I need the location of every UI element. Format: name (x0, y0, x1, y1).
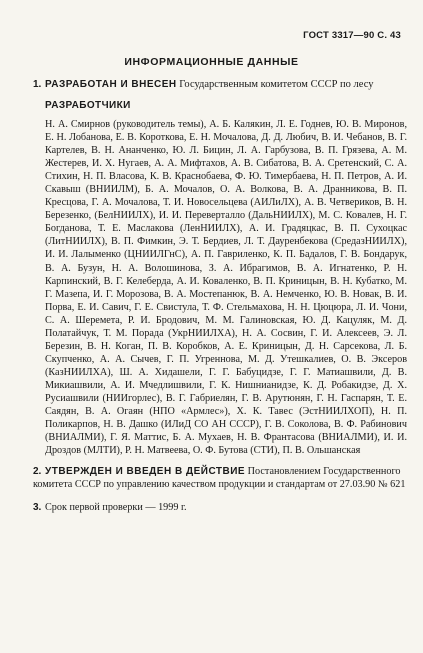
section-3-text: Срок первой проверки — 1999 г. (45, 502, 187, 514)
page-header: ГОСТ 3317—90 С. 43 (303, 30, 401, 41)
section-3 (33, 501, 407, 514)
section-3-number: 3. (33, 502, 42, 514)
section-1-text: Государственным комитетом СССР по лесу (176, 79, 374, 90)
developers-heading: РАЗРАБОТЧИКИ (45, 100, 131, 111)
section-2-number: 2. (33, 466, 42, 478)
section-1-number: 1. (33, 79, 42, 90)
page-title: ИНФОРМАЦИОННЫЕ ДАННЫЕ (124, 56, 299, 68)
section-2-text: Постановлением Государственного комитета СССР по управлению качеством продукции и стандартам от 27.03.90 № 621 (33, 466, 406, 491)
developers-list: Н. А. Смирнов (руководитель темы), А. Б. Калякин, Л. Е. Годнев, Ю. В. Миронов, Е. Н. Лобанова, Е. В. Короткова, Е. Н. Мочалова, Д. Д. Любич, В. И. Чебанов, В. Г. Картелев, В. Н. Ананченко, Ю. Л. Бицин, Л. А. Гарбузова, В. П. Грязева, А. М. Жестерев, И. Х. Нугаев, А. А. Мифтахов, А. В. Сибатова, В. А. Сретенский, С. А. Стихин, Н. П. Власова, К. В. Краснобаева, Ф. Ю. Тимербаева, Н. П. Петров, А. И. Скавыш (ВНИИЛМ), Б. А. Мочалов, О. А. Волкова, В. А. Дранникова, В. П. Кресцова, Г. А. Мочалова, Т. И. Новосельцева (АИЛиЛХ), А. В. Четвериков, В. Н. Березенко, (БелНИИЛХ), И. И. Переверталло (ДальНИИЛХ), М. С. Ковалев, Н. Г. Богданова, Т. Е. Маслакова (ЛенНИИЛХ), А. И. Градяцкас, В. П. Сухоцкас (ЛитНИИЛХ), В. П. Фимкин, Э. Т. Бердиев, Л. Т. Дауренбекова (СредазНИИЛХ), И. И. Лалыменко (ЦНИИЛГнС), А. П. Гавриленко, К. П. Бадалов, Г. В. Бондарук, В. А. Бузун, Н. А. Волошинова, З. А. Ибрагимов, В. А. Игнатенко, Р. Н. Карпинский, В. Г. Келеберда, А. И. Коваленко, В. П. Криницын, В. Н. Кубатко, М. Г. Мазепа, И. Г. Морозова, В. А. Мостепанюк, В. А. Немченко, Ю. В. Новак, В. И. Порва, Е. И. Савич, Г. Е. Свистула, Т. Ф. Стельмахова, Н. Н. Цюцюра, Л. И. Чони, С. А. Шереметa, Р. И. Бродович, М. М. Галиновская, Ю. Д. Кацуляк, М. Д. Полатайчук, Т. М. Порада (УкрНИИЛХА), Н. А. Сосвин, Г. И. Алексеев, Э. Л. Березин, В. Н. Коган, П. В. Коробков, А. Е. Криницын, Д. Н. Сарсекова, Л. Б. Скупченко, А. А. Сычев, Г. П. Угреннова, М. Д. Утешкалиев, О. В. Эксеров (КазНИИЛХА), Ш. А. Хидашели, Г. Г. Бабуцидзе, Г. Г. Матиашвили, Д. В. Микиашвили, А. И. Мчедлишвили, Г. К. Нишнианидзе, К. Д. Робакидзе, Д. Х. Русиашвили (НИИгорлес), В. Г. Габриелян, Г. В. Арутюнян, Г. Н. Гаспарян, Т. Е. Саядян, В. А. Огаян (НПО «Армлес»), Х. К. Тавес (ЭстНИИЛХОП), Н. П. Поликарпов, Н. В. Дашко (ИЛиД СО АН СССР), Г. В. Соколова, В. Ф. Рабинович (ВНИАЛМИ), Г. Я. Маттис, Б. А. Мухаев, Н. В. Франтасова (ВНИАЛМИ), И. И. Дроздов (МЛТИ), Р. Н. Матвеева, О. Ф. Бутова (СТИ), П. В. Ольшанская (45, 119, 407, 457)
section-1-heading: РАЗРАБОТАН И ВНЕСЕН (45, 79, 177, 90)
content (35, 78, 407, 514)
section-1 (33, 78, 407, 91)
section-2-heading: УТВЕРЖДЕН И ВВЕДЕН В ДЕЙСТВИЕ (45, 466, 246, 478)
section-2 (33, 465, 407, 491)
